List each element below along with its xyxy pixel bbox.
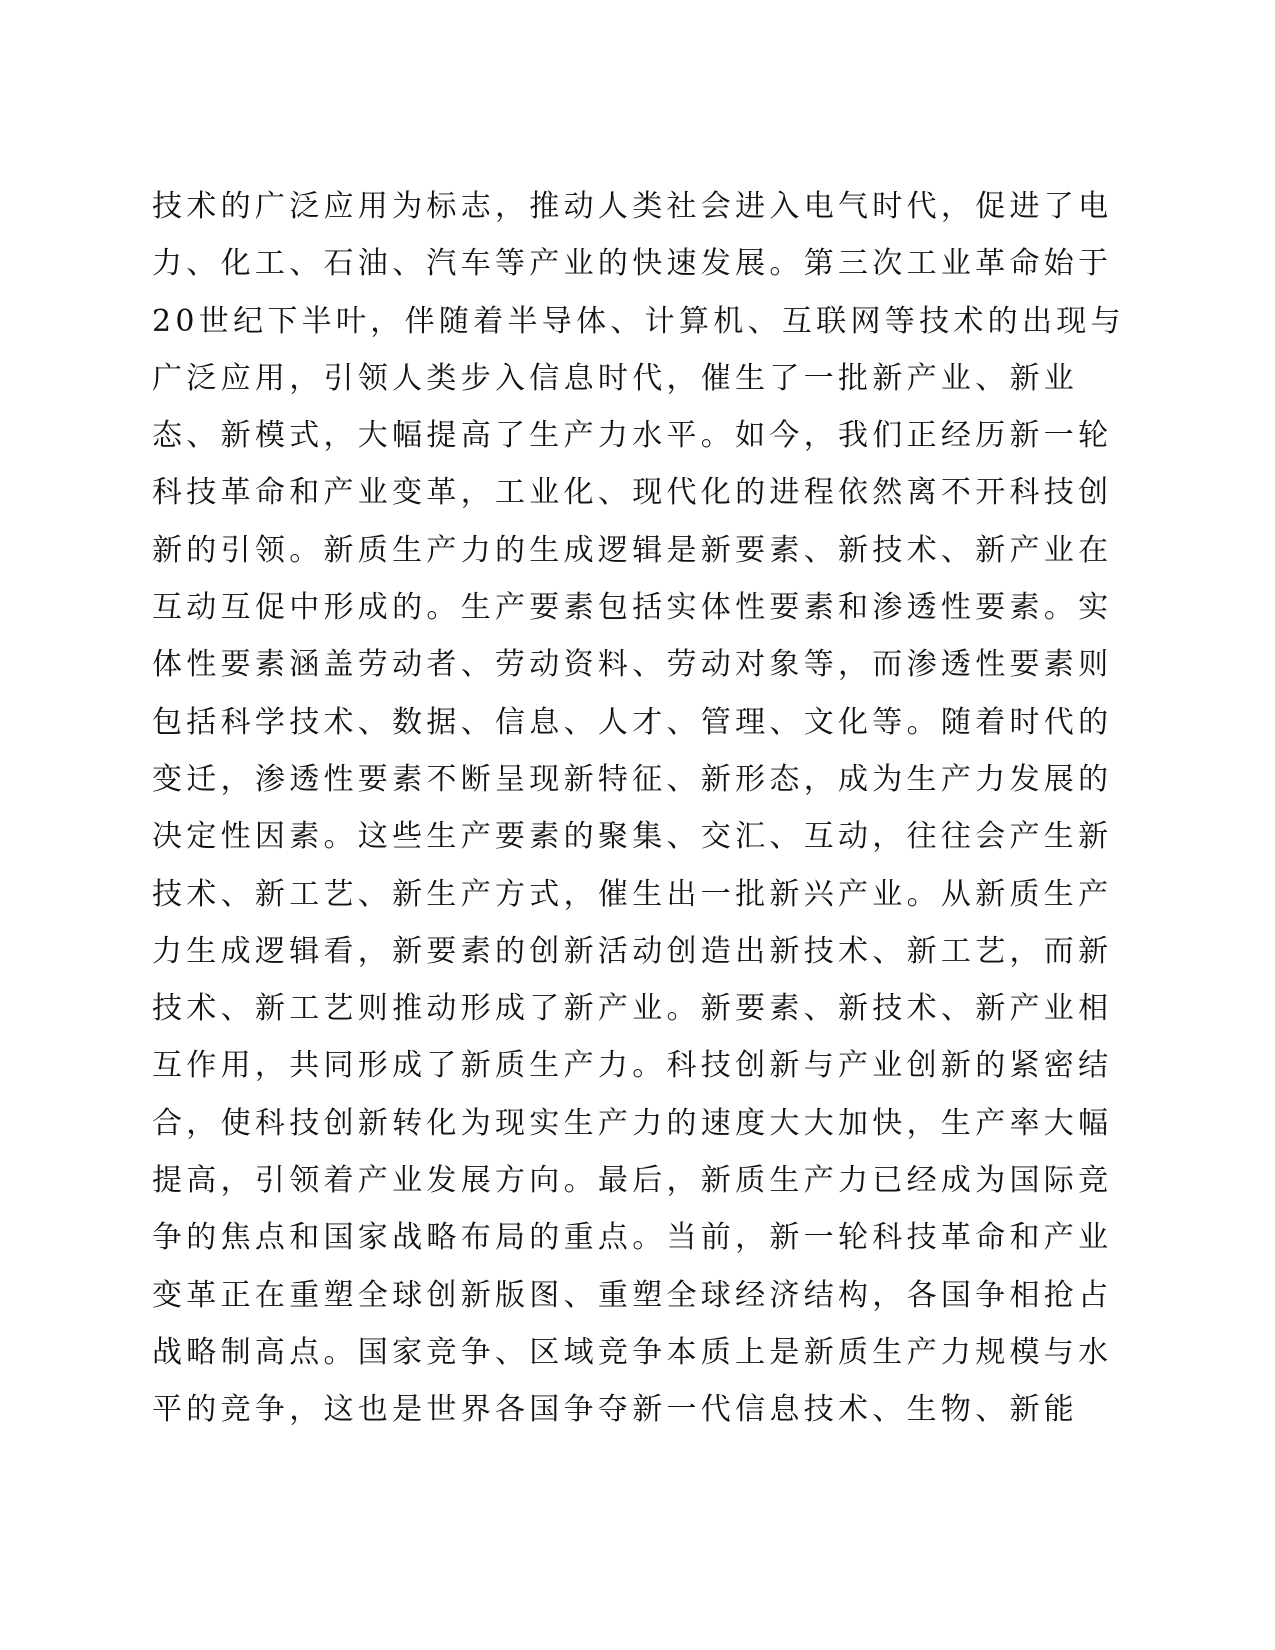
text-line: 力、化工、石油、汽车等产业的快速发展。第三次工业革命始于: [152, 246, 1113, 282]
text-line: 态、新模式，大幅提高了生产力水平。如今，我们正经历新一轮: [152, 418, 1113, 454]
text-line: 合，使科技创新转化为现实生产力的速度大大加快，生产率大幅: [152, 1105, 1113, 1141]
text-line: 互作用，共同形成了新质生产力。科技创新与产业创新的紧密结: [152, 1048, 1113, 1084]
text-line: 争的焦点和国家战略布局的重点。当前，新一轮科技革命和产业: [152, 1220, 1113, 1256]
text-line: 提高，引领着产业发展方向。最后，新质生产力已经成为国际竞: [152, 1163, 1113, 1199]
text-line: 力生成逻辑看，新要素的创新活动创造出新技术、新工艺，而新: [152, 933, 1113, 969]
text-line: 战略制高点。国家竞争、区域竞争本质上是新质生产力规模与水: [152, 1334, 1113, 1370]
text-line: 决定性因素。这些生产要素的聚集、交汇、互动，往往会产生新: [152, 819, 1113, 855]
text-line: 技术的广泛应用为标志，推动人类社会进入电气时代，促进了电: [152, 189, 1113, 224]
text-line: 技术、新工艺则推动形成了新产业。新要素、新技术、新产业相: [152, 991, 1113, 1027]
text-line: 平的竞争，这也是世界各国争夺新一代信息技术、生物、新能: [152, 1392, 1079, 1428]
text-line: 互动互促中形成的。生产要素包括实体性要素和渗透性要素。实: [152, 590, 1113, 626]
text-line: 技术、新工艺、新生产方式，催生出一批新兴产业。从新质生产: [152, 876, 1113, 912]
text-line: 变迁，渗透性要素不断呈现新特征、新形态，成为生产力发展的: [152, 761, 1113, 797]
text-line: 20世纪下半叶，伴随着半导体、计算机、互联网等技术的出现与: [152, 303, 1125, 339]
text-line: 科技革命和产业变革，工业化、现代化的进程依然离不开科技创: [152, 475, 1113, 511]
text-line: 广泛应用，引领人类步入信息时代，催生了一批新产业、新业: [152, 360, 1079, 396]
text-line: 变革正在重塑全球创新版图、重塑全球经济结构，各国争相抢占: [152, 1277, 1113, 1313]
text-line: 包括科学技术、数据、信息、人才、管理、文化等。随着时代的: [152, 704, 1113, 740]
body-paragraph: [152, 178, 1125, 1439]
text-line: 新的引领。新质生产力的生成逻辑是新要素、新技术、新产业在: [152, 532, 1113, 568]
text-line: 体性要素涵盖劳动者、劳动资料、劳动对象等，而渗透性要素则: [152, 647, 1113, 683]
